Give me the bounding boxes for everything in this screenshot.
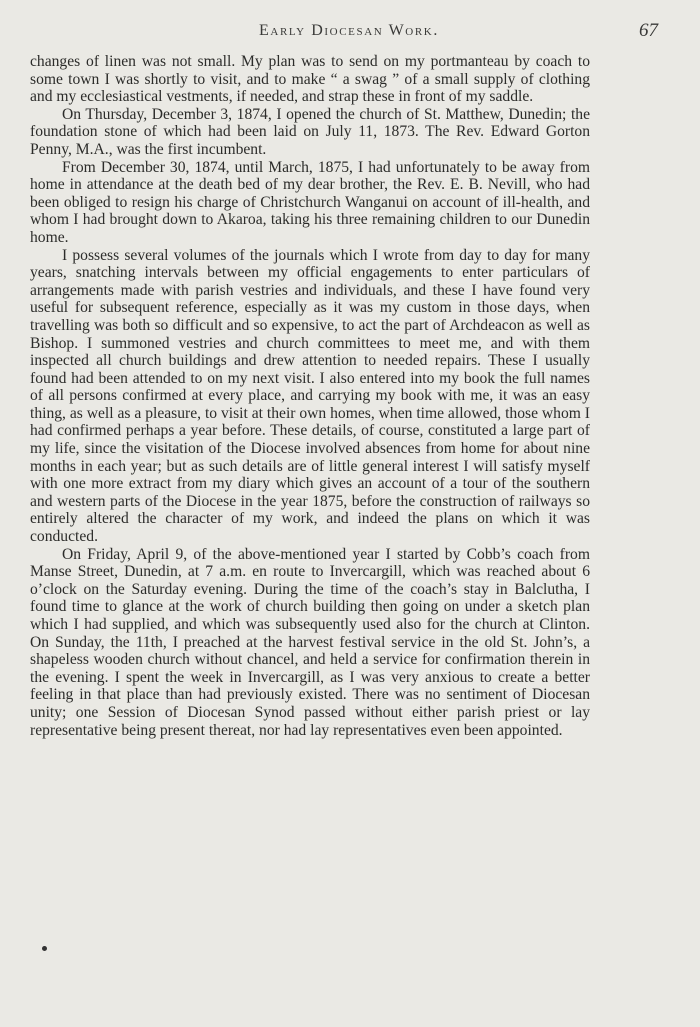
paragraph-continuation: changes of linen was not small. My plan was to send on my portmanteau by coach to some town I was shortly to visit, and to make “ a swag ” of a small supply of clothing and my ecclesiastical vestments, if needed, and strap these in front of my saddle. — [30, 53, 590, 106]
paragraph-st-matthew: On Thursday, December 3, 1874, I opened the church of St. Matthew, Dunedin; the foundation stone of which had been laid on July 11, 1873. The Rev. Edward Gorton Penny, M.A., was the first incumbent. — [30, 105, 590, 158]
running-head — [40, 20, 658, 44]
paragraph-nevill: From December 30, 1874, until March, 1875, I had unfortunately to be away from home in attendance at the death bed of my dear brother, the Rev. E. B. Nevill, who had been obliged to resign his charge of Christchurch Wanganui on account of ill-health, and whom I had brought down to Akaroa, taking his three remaining children to our Dunedin home. — [30, 158, 590, 246]
chapter-title: Early Diocesan Work. — [259, 22, 439, 39]
body-text — [30, 53, 590, 739]
paragraph-journals: I possess several volumes of the journals which I wrote from day to day for many years, snatching intervals between my official engagements to enter particulars of arrangements made with parish vestries and individuals, and these I have found very useful for subsequent reference, especially as it was my custom in those days, when travelling was both so difficult and so expensive, to act the part of Archdeacon as well as Bishop. I summoned vestries and church committees to meet me, and with them inspected all church buildings and drew attention to needed repairs. These I usually found had been attended to on my next visit. I also entered into my book the full names of all persons confirmed at every place, and carrying my book with me, it was an easy thing, as well as a pleasure, to visit at their own homes, when time allowed, those whom I had confirmed perhaps a year before. These details, of course, constituted a large part of my life, since the visitation of the Diocese involved absences from home for about nine months in each year; but as such details are of little general interest I will satisfy myself with one more extract from my diary which gives an account of a tour of the southern and western parts of the Diocese in the year 1875, before the construction of railways so entirely altered the character of my work, and indeed the plans on which it was conducted. — [30, 246, 590, 546]
paragraph-invercargill: On Friday, April 9, of the above-mentioned year I started by Cobb’s coach from Manse Street, Dunedin, at 7 a.m. en route to Invercargill, which was reached about 6 o’clock on the Saturday evening. During the time of the coach’s stay in Balclutha, I found time to glance at the work of church building then going on under a sketch plan which I had supplied, and which was subsequently used also for the church at Clinton. On Sunday, the 11th, I preached at the harvest festival service in the old St. John’s, a shapeless wooden church without chancel, and held a service for confirmation therein in the evening. I spent the week in Invercargill, as I was very anxious to create a better feeling in that place than had previously existed. There was no sentiment of Diocesan unity; one Session of Diocesan Synod passed without either parish priest or lay representative being present thereat, nor had lay representatives even been appointed. — [30, 545, 590, 739]
ink-speck-mark — [42, 946, 47, 951]
page-number: 67 — [639, 20, 658, 41]
